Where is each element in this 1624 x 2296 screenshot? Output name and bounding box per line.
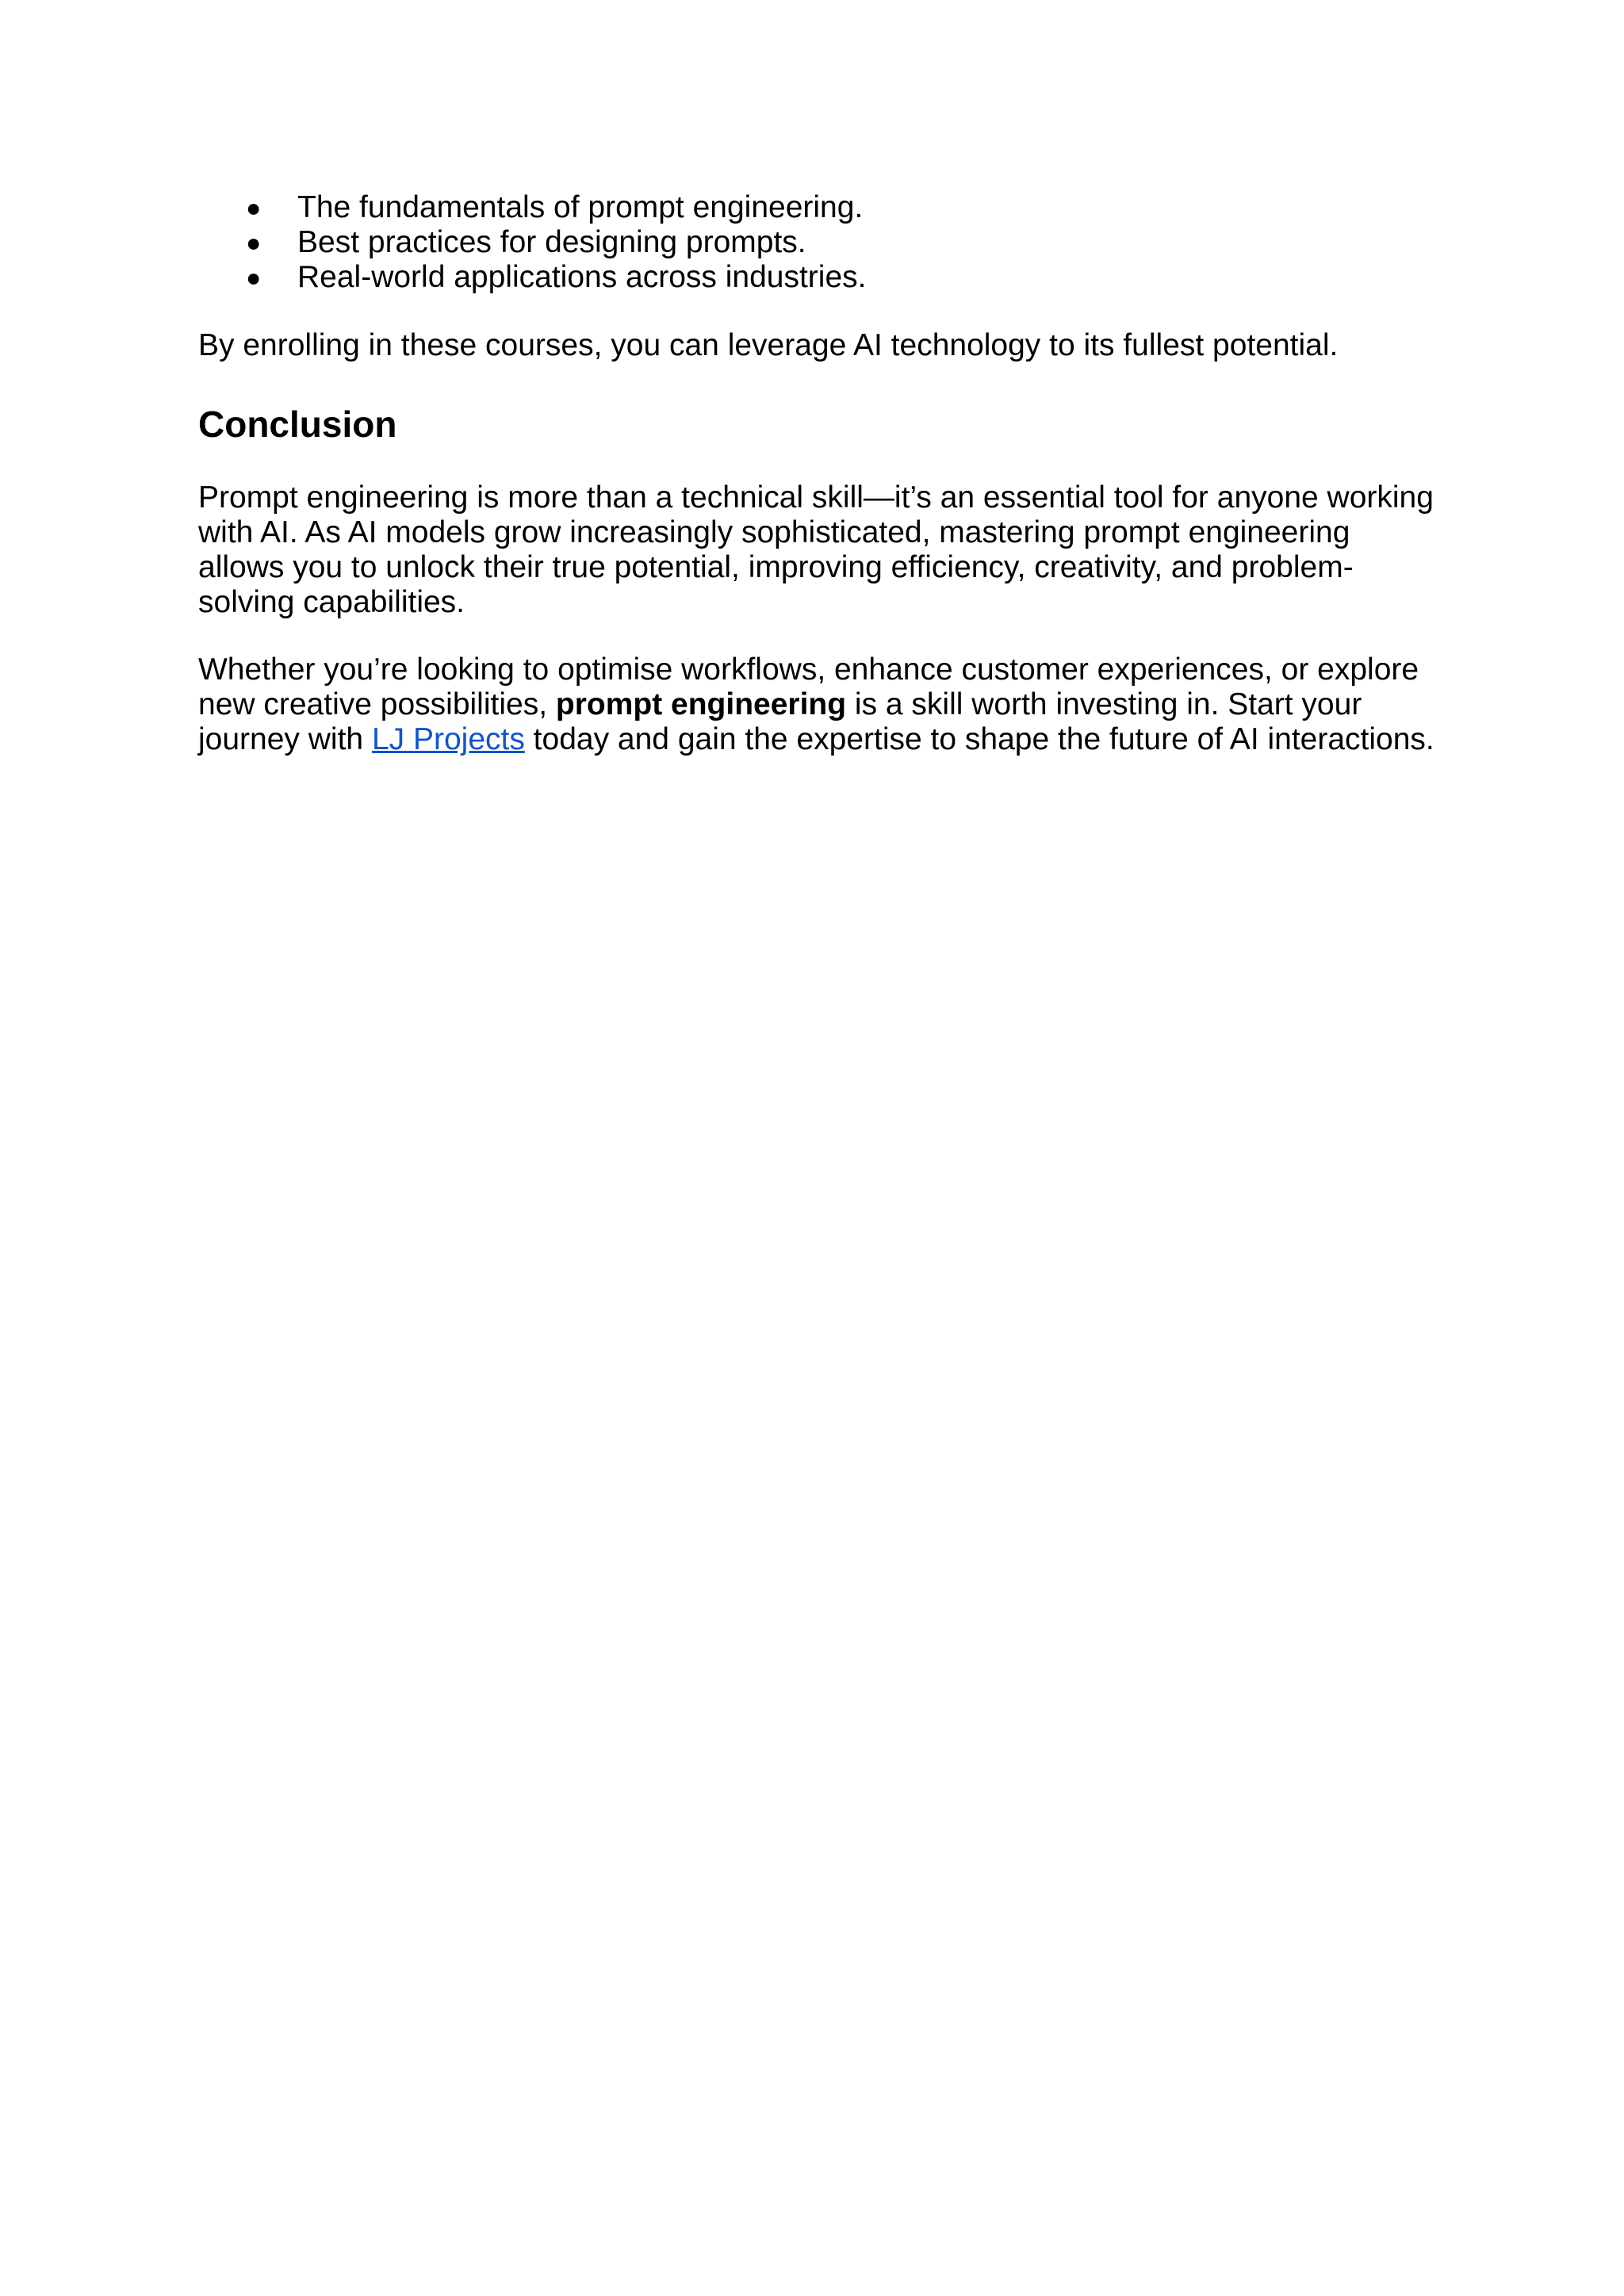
- conclusion-paragraph-2: [198, 652, 1435, 757]
- document-content: [198, 190, 1435, 757]
- lj-projects-link[interactable]: LJ Projects: [371, 722, 525, 756]
- list-item-text: Real-world applications across industries.: [297, 260, 867, 294]
- bullet-icon: ●: [246, 263, 262, 292]
- conclusion-paragraph-1: Prompt engineering is more than a technical skill—it’s an essential tool for anyone working with AI. As AI models grow increasingly sophisticated, mastering prompt engineering allows you to unlock their true potential, improving efficiency, creativity, and problem-solving capabilities.: [198, 480, 1434, 619]
- conclusion-heading: Conclusion: [198, 404, 397, 445]
- bullet-icon: ●: [246, 228, 262, 257]
- paragraph-text: is a skill worth investing in. Start your journey with: [198, 687, 1362, 756]
- list-item-text: Best practices for designing prompts.: [297, 225, 806, 259]
- list-item-text: The fundamentals of prompt engineering.: [297, 190, 864, 224]
- list-item: [198, 260, 1435, 295]
- course-topics-list: [198, 190, 1435, 295]
- bold-term: prompt engineering: [555, 687, 847, 721]
- list-item: [198, 190, 1435, 225]
- list-item: [198, 225, 1435, 260]
- enroll-paragraph: By enrolling in these courses, you can leverage AI technology to its fullest potential.: [198, 328, 1339, 362]
- paragraph-text: today and gain the expertise to shape the future of AI interactions.: [524, 722, 1434, 756]
- paragraph-text: Whether you’re looking to optimise workflows, enhance customer experiences, or explore new creative possibilities,: [198, 652, 1419, 721]
- bullet-icon: ●: [246, 193, 262, 222]
